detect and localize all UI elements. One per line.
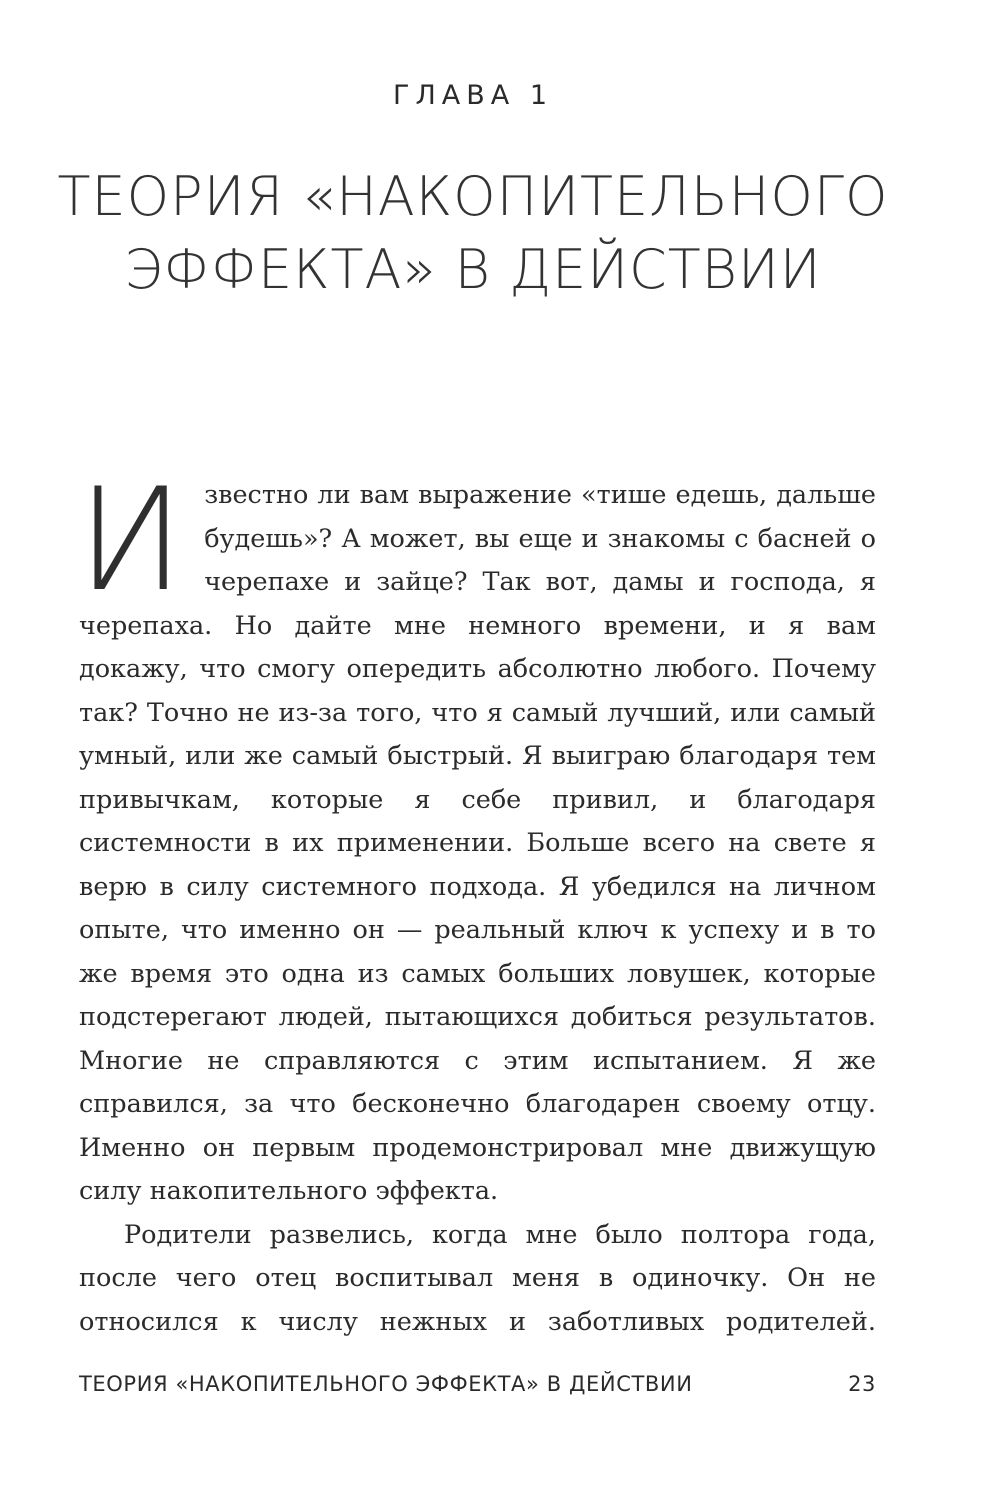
drop-cap: И xyxy=(77,458,185,623)
paragraph-2: Родители развелись, когда мне было полтора года, после чего отец воспитывал меня в одиночку. Он не относился к числу нежных и заботливых родителей. xyxy=(79,1219,876,1337)
paragraph-1-text: звестно ли вам выражение «тише едешь, дальше будешь»? А может, вы еще и знакомы с басней о черепахе и зайце? Так вот, дамы и господа, я черепаха. Но дайте мне немного времени, и я вам докажу, что смогу опередить абсолютно любого. Почему так? Точно не из-за того, что я самый лучший, или самый умный, или же самый быстрый. Я выиграю благодаря тем привычкам, которые я себе привил, и благодаря системности в их применении. Больше всего на свете я верю в силу системного подхода. Я убедился на личном опыте, что именно он — реальный ключ к успеху и в то же время это одна из самых больших ловушек, которые подстерегают людей, пытающихся добиться результатов. Многие не справляются с этим испытанием. Я же справился, за что бесконечно благодарен своему отцу. Именно он первым продемонстрировал мне движущую силу накопительного эффекта. xyxy=(79,480,876,1206)
chapter-title xyxy=(0,160,946,306)
running-title: ТЕОРИЯ «НАКОПИТЕЛЬНОГО ЭФФЕКТА» В ДЕЙСТВИИ xyxy=(79,1372,693,1396)
body-text xyxy=(77,458,876,1344)
page-footer xyxy=(79,1372,876,1396)
chapter-label: ГЛАВА 1 xyxy=(393,80,553,111)
chapter-title-line-1: ТЕОРИЯ «НАКОПИТЕЛЬНОГО xyxy=(57,165,889,228)
chapter-title-line-2: ЭФФЕКТА» В ДЕЙСТВИИ xyxy=(124,238,822,301)
paragraph-1 xyxy=(77,458,876,1214)
page-number: 23 xyxy=(848,1372,876,1396)
